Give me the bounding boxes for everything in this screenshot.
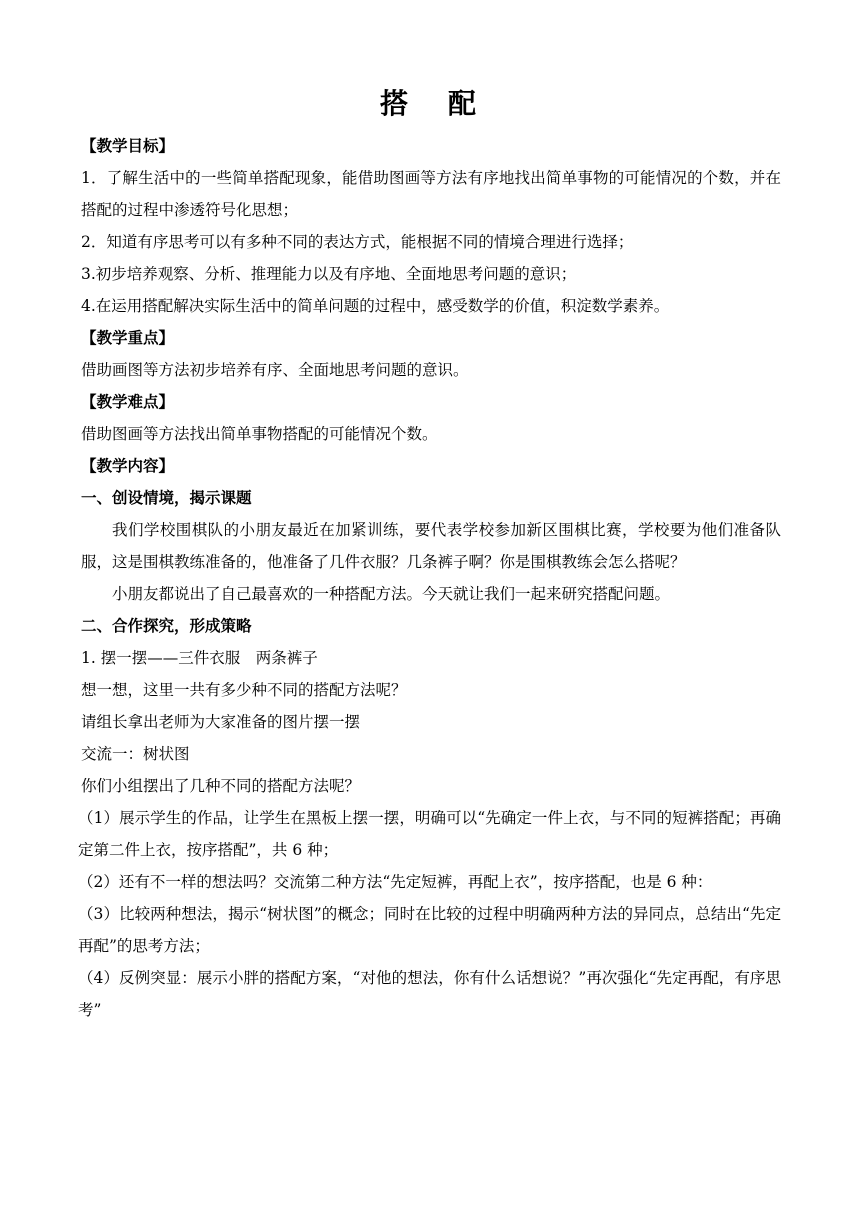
goal-item-1: 1．了解生活中的一些简单搭配现象，能借助图画等方法有序地找出简单事物的可能情况的个数，并在搭配的过程中渗透符号化思想； — [81, 169, 781, 219]
key-points-heading: 【教学重点】 — [81, 329, 175, 347]
part2-group-question: 你们小组摆出了几种不同的搭配方法呢？ — [81, 777, 361, 795]
goals-heading: 【教学目标】 — [81, 137, 175, 155]
part2-step-2: （2）还有不一样的想法吗？交流第二种方法“先定短裤，再配上衣”，按序搭配，也是 6 种： — [78, 873, 713, 891]
goal-item-2: 2．知道有序思考可以有多种不同的表达方式，能根据不同的情境合理进行选择； — [81, 233, 634, 251]
part1-heading: 一、创设情境，揭示课题 — [81, 489, 252, 507]
part1-paragraph-1: 我们学校围棋队的小朋友最近在加紧训练，要代表学校参加新区围棋比赛，学校要为他们准备队服，这是围棋教练准备的，他准备了几件衣服？几条裤子啊？你是围棋教练会怎么搭呢？ — [81, 521, 781, 571]
difficulty-text: 借助图画等方法找出简单事物搭配的可能情况个数。 — [81, 425, 438, 443]
document-body — [78, 130, 781, 1026]
part2-instruction: 请组长拿出老师为大家准备的图片摆一摆 — [81, 713, 361, 731]
page-title: 搭 配 — [379, 87, 482, 120]
difficulty-heading: 【教学难点】 — [81, 393, 175, 411]
part2-item-1: 1. 摆一摆——三件衣服 两条裤子 — [81, 649, 318, 667]
key-points-text: 借助画图等方法初步培养有序、全面地思考问题的意识。 — [81, 361, 469, 379]
content-heading: 【教学内容】 — [81, 457, 175, 475]
part2-step-1: （1）展示学生的作品，让学生在黑板上摆一摆，明确可以“先确定一件上衣，与不同的短裤搭配；再确定第二件上衣，按序搭配”，共 6 种； — [78, 809, 781, 859]
part2-heading: 二、合作探究，形成策略 — [81, 617, 252, 635]
part2-step-4: （4）反例突显：展示小胖的搭配方案，“对他的想法，你有什么话想说？”再次强化“先定再配，有序思考” — [78, 969, 781, 1019]
goal-item-3: 3.初步培养观察、分析、推理能力以及有序地、全面地思考问题的意识； — [81, 265, 577, 283]
part2-question: 想一想，这里一共有多少种不同的搭配方法呢？ — [81, 681, 407, 699]
part2-step-3: （3）比较两种想法，揭示“树状图”的概念；同时在比较的过程中明确两种方法的异同点，总结出“先定再配”的思考方法； — [78, 905, 781, 955]
part1-paragraph-2: 小朋友都说出了自己最喜欢的一种搭配方法。今天就让我们一起来研究搭配问题。 — [112, 585, 671, 603]
goal-item-4: 4.在运用搭配解决实际生活中的简单问题的过程中，感受数学的价值，积淀数学素养。 — [81, 297, 670, 315]
part2-exchange-1: 交流一：树状图 — [81, 745, 190, 763]
